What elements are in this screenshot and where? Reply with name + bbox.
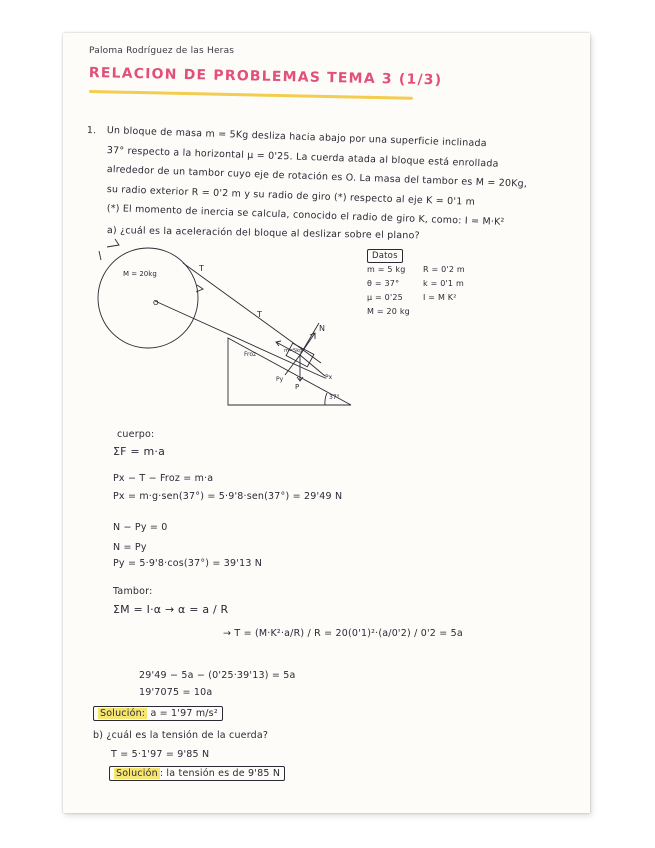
equation-line: N = Py xyxy=(113,542,147,553)
angle-label: 37° xyxy=(329,394,340,401)
equation-line: Px − T − Froz = m·a xyxy=(113,473,214,484)
cuerpo-heading: cuerpo: xyxy=(117,429,155,440)
tension-block-vector xyxy=(300,323,319,355)
statement-line: su radio exterior R = 0'2 m y su radio de giro (*) respecto al eje K = 0'1 m xyxy=(106,184,476,208)
solution-a-box xyxy=(93,706,223,721)
tambor-heading: Tambor: xyxy=(113,586,153,597)
solution-tag: Solución xyxy=(116,768,158,779)
py-label: Py xyxy=(276,376,284,383)
block-label: m=5kg xyxy=(284,348,303,354)
drum-rotation-arrow xyxy=(107,239,119,247)
problem-number: 1. xyxy=(86,125,97,137)
question-b: b) ¿cuál es la tensión de la cuerda? xyxy=(93,730,269,741)
datos-value: θ = 37° xyxy=(367,279,400,288)
datos-value: R = 0'2 m xyxy=(423,265,465,274)
equation-line: Py = 5·9'8·cos(37°) = 39'13 N xyxy=(113,558,263,569)
px-label: Px xyxy=(325,374,333,381)
statement-line: alrededor de un tambor cuyo eje de rotación es O. La masa del tambor es M = 20Kg, xyxy=(106,164,528,190)
calc-b: T = 5·1'97 = 9'85 N xyxy=(111,749,210,760)
solution-tag: Solución: xyxy=(100,708,146,719)
datos-value: k = 0'1 m xyxy=(423,279,464,288)
tension-upper-label: T xyxy=(199,264,204,273)
datos-value: I = M K² xyxy=(423,293,457,302)
px-vector xyxy=(300,355,325,376)
statement-line: 37° respecto a la horizontal μ = 0'25. La cuerda atada al bloque está enrollada xyxy=(106,145,499,170)
equation-line: Px = m·g·sen(37°) = 5·9'8·sen(37°) = 29'49 N xyxy=(113,491,343,502)
solve-line: 29'49 − 5a − (0'25·39'13) = 5a xyxy=(139,670,296,681)
statement-footnote: (*) El momento de inercia se calcula, conocido el radio de giro K, como: I = M·K² xyxy=(106,203,505,228)
notebook-page xyxy=(63,33,590,813)
tambor-equation: → T = (M·K²·a/R) / R = 20(0'1)²·(a/0'2) / 0'2 = 5a xyxy=(223,628,463,639)
rope-lower xyxy=(155,301,325,378)
solution-a-value: a = 1'97 m/s² xyxy=(150,708,218,719)
py-vector xyxy=(285,355,300,375)
drum-rotation-tick xyxy=(99,251,101,260)
datos-value: m = 5 kg xyxy=(367,265,406,274)
angle-arc xyxy=(325,393,327,405)
datos-title: Datos xyxy=(367,249,403,263)
solve-line: 19'7075 = 10a xyxy=(139,687,213,698)
drum-mass-label: M = 20kg xyxy=(123,270,157,278)
statement-line: Un bloque de masa m = 5Kg desliza hacia abajo por una superficie inclinada xyxy=(106,125,487,150)
friction-label: Froz xyxy=(244,351,257,358)
equation-line: ΣF = m·a xyxy=(113,445,166,458)
tambor-equation: ΣM = I·α → α = a / R xyxy=(113,603,229,616)
question-a: a) ¿cuál es la aceleración del bloque al deslizar sobre el plano? xyxy=(106,225,420,242)
solution-b-text: : la tensión es de 9'85 N xyxy=(159,768,281,779)
datos-value: M = 20 kg xyxy=(367,307,410,316)
equation-line: N − Py = 0 xyxy=(113,522,168,533)
solution-b-box xyxy=(109,766,285,781)
free-body-diagram xyxy=(63,33,590,423)
datos-value: μ = 0'25 xyxy=(367,293,403,302)
normal-label: N xyxy=(319,324,325,333)
drum-center-label: O xyxy=(153,299,159,307)
author-name: Paloma Rodríguez de las Heras xyxy=(89,46,235,56)
weight-label: P xyxy=(295,383,300,391)
tension-block-label: T xyxy=(257,310,262,319)
page-title: RELACION DE PROBLEMAS TEMA 3 (1/3) xyxy=(88,65,443,89)
